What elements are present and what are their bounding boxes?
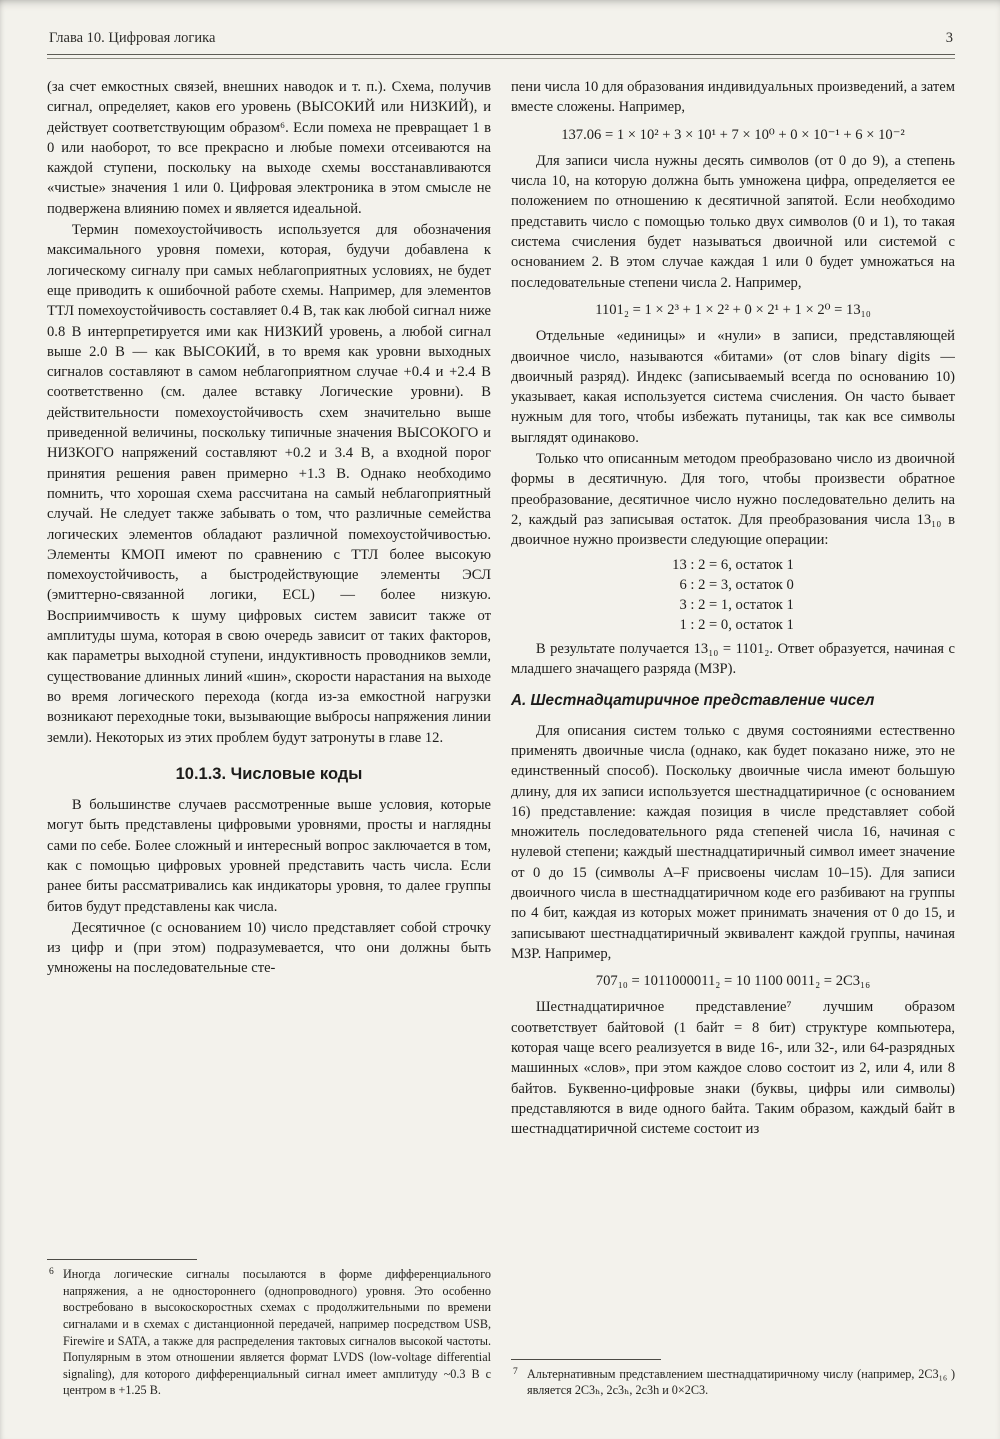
right-column <box>511 77 955 1399</box>
footnote-rule <box>47 1259 197 1260</box>
header-rule <box>47 54 955 59</box>
page-number: 3 <box>945 30 953 46</box>
section-heading: 10.1.3. Числовые коды <box>175 764 363 783</box>
page-header <box>47 24 955 54</box>
division-step: 1 : 2 = 0, остаток 1 <box>679 617 794 634</box>
division-step: 3 : 2 = 1, остаток 1 <box>679 597 794 614</box>
footnote-marker: 7 <box>513 1366 518 1377</box>
body-paragraph: Шестнадцатиричное представление⁷ лучшим образом соответствует байтовой (1 байт = 8 бит) структуре компьютера, которая чаще всего реализуется в виде 16-, или 32-, или 64-разрядных машинных «слов», при этом каждое слово состоит из 2, или 4, или 8 байтов. Буквенно-цифровые знаки (буквы, цифры или символы) представляются в виде одного байта. Таким образом, каждый байт в шестнадцатиричной системе состоит из <box>511 999 955 1138</box>
footnote-content: Альтернативным представлением шестнадцатиричному числу (например, 2C3₁₆ ) является 2C3ₕ, 2c3ₕ, 2c3h и 0×2C3. <box>527 1366 955 1398</box>
formula-hex-conversion: 707₁₀ = 1011000011₂ = 10 1100 0011₂ = 2C3₁₆ <box>595 973 871 990</box>
body-paragraph: (за счет емкостных связей, внешних наводок и т. п.). Схема, получив сигнал, определяет, каков его уровень (ВЫСОКИЙ или НИЗКИЙ), и действует соответствующим образом⁶. Если помеха не превращает 1 в 0 или наоборот, то все прекрасно и любые помехи отсеиваются на каждой ступени, поскольку на выходе схемы восстанавливаются «чистые» значения 1 или 0. Цифровая электроника в этом смысле не подвержена влиянию помех и является идеальной. <box>47 79 491 217</box>
chapter-title: Глава 10. Цифровая логика <box>49 30 216 46</box>
body-paragraph: пени числа 10 для образования индивидуальных произведений, а затем вместе сложены. Например, <box>511 79 955 116</box>
body-paragraph: В результате получается 13₁₀ = 1101₂. Ответ образуется, начиная с младшего значащего разряда (МЗР). <box>511 640 955 678</box>
formula-decimal-expansion: 137.06 = 1 × 10² + 3 × 10¹ + 7 × 10⁰ + 0 × 10⁻¹ + 6 × 10⁻² <box>561 126 905 143</box>
left-column <box>47 77 491 1399</box>
body-paragraph: Десятичное (с основанием 10) число представляет собой строчку из цифр и (при этом) подразумевается, что они должны быть умножены на последовательные сте- <box>47 919 491 977</box>
footnote-rule <box>511 1359 661 1360</box>
body-paragraph: Только что описанным методом преобразовано число из двоичной формы в десятичную. Для того, чтобы произвести обратное преобразование, десятичное число нужно последовательно делить на 2, каждый раз записывая остаток. Для преобразования числа 13₁₀ в двоичное нужно произвести следующие операции: <box>511 451 955 549</box>
division-steps-block <box>672 555 794 636</box>
body-paragraph: В большинстве случаев рассмотренные выше условия, которые могут быть представлены цифровыми уровнями, просты и наглядны сами по себе. Более сложный и интересный вопрос заключается в том, как с помощью цифровых уровней представить часть числа. Если ранее биты рассматривались как индикаторы уровня, то далее группы битов будут представлены как числа. <box>47 797 491 915</box>
subsection-heading: А. Шестнадцатиричное представление чисел <box>511 692 875 710</box>
division-step: 6 : 2 = 3, остаток 0 <box>679 576 794 593</box>
footnote-6 <box>47 1251 491 1399</box>
text-columns <box>47 77 955 1399</box>
formula-binary-expansion: 1101₂ = 1 × 2³ + 1 × 2² + 0 × 2¹ + 1 × 2⁰ = 13₁₀ <box>595 301 871 318</box>
body-paragraph: Отдельные «единицы» и «нули» в записи, представляющей двоичное число, называются «битами» (от слов binary digits — двоичный разряд). Индекс (записываемый всегда по основанию 10) указывает, какая используется система счисления. Он часто бывает нужным для того, чтобы избежать путаницы, так как все символы выглядят одинаково. <box>511 328 955 446</box>
footnote-marker: 6 <box>49 1267 54 1278</box>
footnote-text <box>47 1266 491 1399</box>
division-step: 13 : 2 = 6, остаток 1 <box>672 556 794 573</box>
body-paragraph: Для описания систем только с двумя состояниями естественно применять двоичные числа (однако, как будет показано ниже, это не единственный способ). Поскольку двоичные числа имеют большую длину, для их записи используется шестнадцатиричное (с основанием 16) представление: каждая позиция в числе представляет собой множитель последовательного ряда степеней числа 16, начиная с нулевой степени; каждый шестнадцатиричный символ имеет значение от 0 до 15 (символы A–F присвоены числам 10–15). Для записи двоичного числа в шестнадцатиричном коде его разбивают на группы по 4 бит, каждая из которых может принимать значения от 0 до 15, и записывают шестнадцатиричный эквивалент каждой группы, начиная МЗР. Например, <box>511 722 955 962</box>
body-paragraph: Термин помехоустойчивость используется для обозначения максимального уровня помехи, которая, будучи добавлена к логическому сигналу при самых неблагоприятных условиях, не будет еще приводить к ошибочной работе схемы. Например, для элементов ТТЛ помехоустойчивость составляет 0.4 В, так как любой сигнал ниже 0.8 В интерпретируется ими как НИЗКИЙ уровень, а любой сигнал выше 2.0 В — как ВЫСОКИЙ, в то время как уровни выходных сигналов составляют в самом неблагоприятном случае +0.4 и +2.4 В соответственно (см. далее вставку Логические уровни). В действительности помехоустойчивость схем значительно выше приведенной величины, поскольку типичные значения ВЫСОКОГО и НИЗКОГО напряжений составляют +0.2 и 3.4 В, а входной порог принятия решения равен примерно +1.3 В. Однако необходимо помнить, что хорошая схема рассчитана на самый неблагоприятный случай. Не следует также забывать о том, что различные семейства логических элементов обладают различной помехоустойчивостью. Элементы КМОП имеют по сравнению с ТТЛ более высокую помехоустойчивость, а быстродействующие элементы ЭСЛ (эмиттерно-связанной логики, ECL) — более низкую. Восприимчивость к шуму цифровых систем зависит также от амплитуды шума, которая в свою очередь зависит от таких факторов, как параметры выходной ступени, индуктивность проводников земли, существование длинных линий «шин», скорости нарастания на выходе во время логического перехода (когда из-за емкостной нагрузки возникают переходные токи, вызывающие выбросы напряжения линии земли). Некоторых из этих проблем будут затронуты в главе 12. <box>47 222 491 746</box>
footnote-7 <box>511 1351 955 1399</box>
footnote-content: Иногда логические сигналы посылаются в форме дифференциального напряжения, а не одностороннего (однопроводного) уровня. Это особенно востребовано в высокоскоростных схемах с продолжительными по времени сигналами и в схемах с дистанционной передачей, например посредством USB, Firewire и SATA, а также для распределения тактовых сигналов высокой частоты. Популярным в этом отношении является формат LVDS (low-voltage differential signaling), для которого дифференциальный сигнал имеет амплитуду ~0.3 В с центром в +1.25 В. <box>63 1267 491 1398</box>
footnote-text <box>511 1366 955 1399</box>
body-paragraph: Для записи числа нужны десять символов (от 0 до 9), а степень числа 10, на которую должна быть умножена цифра, определяется ее положением по отношению к десятичной запятой. Если необходимо представить число с помощью только двух символов (0 и 1), то такая система счисления будет называться двоичной или системой с основанием 2. В этом случае каждая 1 или 0 будет умножаться на последовательные степени числа 2. Например, <box>511 152 955 291</box>
division-steps <box>511 555 955 636</box>
